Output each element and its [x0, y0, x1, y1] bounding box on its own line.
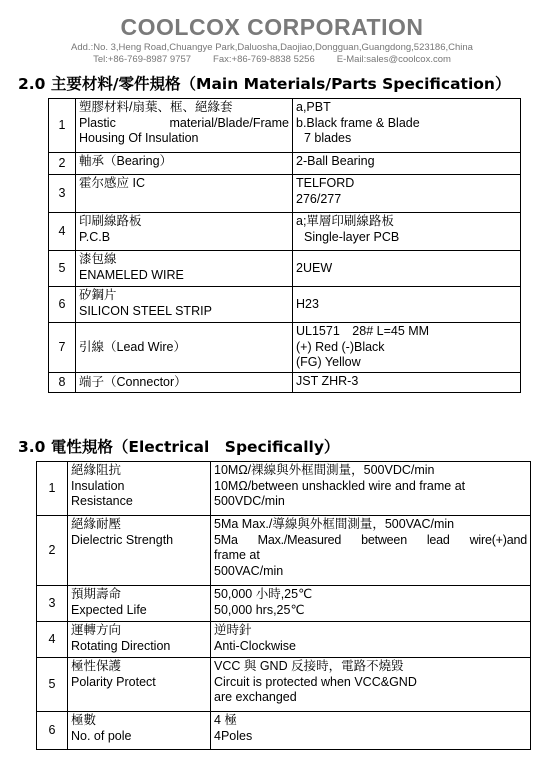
table-row — [37, 712, 531, 750]
table-row — [49, 323, 521, 373]
spec-text: 500VAC/min — [214, 563, 284, 578]
table-row — [49, 99, 521, 153]
table-row — [37, 622, 531, 658]
item-text: Plastic material/Blade/Frame — [79, 115, 289, 130]
table-row — [37, 462, 531, 516]
row-number: 8 — [49, 373, 76, 393]
item-text: 引線（Lead Wire） — [79, 339, 186, 354]
spec-text: 4Poles — [214, 728, 253, 743]
row-number: 7 — [49, 323, 76, 373]
company-address-block — [0, 42, 544, 66]
company-email: E-Mail:sales@coolcox.com — [336, 54, 451, 65]
company-tel: Tel:+86-769-8987 9757 — [93, 54, 192, 65]
spec-text: 2UEW — [296, 260, 333, 275]
item-cell — [76, 213, 293, 251]
electrical-table — [36, 461, 531, 750]
row-number: 3 — [49, 175, 76, 213]
spec-text: Anti-Clockwise — [214, 638, 296, 653]
table-row — [49, 175, 521, 213]
table-row — [37, 516, 531, 586]
spec-cell — [293, 99, 521, 153]
spec-text: 4 極 — [214, 713, 237, 727]
row-number: 1 — [37, 462, 68, 516]
item-text: ENAMELED WIRE — [79, 267, 184, 282]
spec-text: 50,000 小時,25℃ — [214, 587, 313, 601]
spec-text: Circuit is protected when VCC&GND — [214, 674, 417, 689]
spec-cell — [211, 622, 531, 658]
spec-text: 10MΩ/between unshackled wire and frame at — [214, 478, 466, 493]
item-cell — [76, 323, 293, 373]
spec-cell — [211, 658, 531, 712]
item-text: Expected Life — [71, 602, 147, 617]
item-text: 運轉方向 — [71, 623, 122, 637]
company-fax: Fax:+86-769-8838 5256 — [213, 54, 315, 65]
row-number: 6 — [37, 712, 68, 750]
item-text: Polarity Protect — [71, 674, 156, 689]
item-text: 霍尔感应 IC — [79, 176, 145, 190]
row-number: 2 — [49, 153, 76, 175]
item-text: 印刷線路板 — [79, 214, 142, 228]
item-text: 軸承（Bearing） — [79, 154, 173, 168]
row-number: 4 — [49, 213, 76, 251]
spec-text: (FG) Yellow — [296, 355, 361, 369]
spec-text: 逆時針 — [214, 623, 252, 637]
item-cell — [68, 622, 211, 658]
item-text: Insulation — [71, 478, 125, 493]
spec-text: a;單層印刷線路板 — [296, 214, 394, 228]
company-address: Add.:No. 3,Heng Road,Chuangye Park,Daluosha,Daojiao,Dongguan,Guangdong,523186,China — [71, 42, 473, 53]
item-text: 預期壽命 — [71, 587, 122, 601]
table-row — [49, 251, 521, 287]
row-number: 4 — [37, 622, 68, 658]
item-text: 塑膠材料/扇葉、框、絕緣套 — [79, 100, 233, 114]
electrical-section-title: 3.0 電性規格（Electrical Specifically） — [18, 438, 340, 456]
spec-text: VCC 與 GND 反接時，電路不燒毀 — [214, 659, 404, 673]
item-text: 漆包線 — [79, 252, 117, 266]
item-cell — [68, 586, 211, 622]
spec-text: are exchanged — [214, 690, 297, 704]
item-cell — [68, 516, 211, 586]
spec-text: UL1571 28# L=45 MM — [296, 324, 430, 338]
item-cell — [68, 712, 211, 750]
spec-text: TELFORD — [296, 176, 355, 190]
table-row — [37, 586, 531, 622]
spec-cell — [211, 586, 531, 622]
spec-text: b.Black frame & Blade — [296, 115, 420, 130]
table-row — [49, 373, 521, 393]
item-text: Resistance — [71, 494, 133, 508]
item-text: 絕緣耐壓 — [71, 517, 122, 531]
spec-cell — [211, 712, 531, 750]
item-text: Rotating Direction — [71, 638, 171, 653]
item-text: Housing Of Insulation — [79, 131, 199, 145]
item-cell — [76, 373, 293, 393]
row-number: 2 — [37, 516, 68, 586]
spec-text: H23 — [296, 296, 319, 311]
spec-cell — [211, 516, 531, 586]
materials-section-title: 2.0 主要材料/零件規格（Main Materials/Parts Specification） — [18, 75, 511, 93]
spec-text: frame at — [214, 548, 260, 562]
spec-text: 10MΩ/裸線與外框間測量，500VDC/min — [214, 463, 435, 477]
item-cell — [76, 153, 293, 175]
spec-cell — [293, 373, 521, 393]
spec-cell — [293, 213, 521, 251]
spec-text: 5Ma Max./Measured between lead wire(+)and — [214, 532, 527, 547]
materials-table — [48, 98, 521, 393]
spec-text: 5Ma Max./導線與外框間測量，500VAC/min — [214, 517, 455, 531]
item-cell — [76, 251, 293, 287]
item-text: P.C.B — [79, 229, 111, 244]
spec-cell — [293, 175, 521, 213]
item-text: 極數 — [71, 713, 97, 727]
spec-cell — [293, 323, 521, 373]
spec-text: (+) Red (-)Black — [296, 339, 385, 354]
item-cell — [68, 658, 211, 712]
row-number: 1 — [49, 99, 76, 153]
item-cell — [68, 462, 211, 516]
spec-text: 2-Ball Bearing — [296, 154, 375, 168]
company-name: COOLCOX CORPORATION — [120, 14, 424, 40]
spec-text: Single-layer PCB — [304, 229, 400, 244]
spec-text: 500VDC/min — [214, 494, 285, 508]
item-cell — [76, 287, 293, 323]
spec-cell — [211, 462, 531, 516]
item-text: Dielectric Strength — [71, 532, 174, 547]
row-number: 3 — [37, 586, 68, 622]
table-row — [49, 213, 521, 251]
spec-cell — [293, 153, 521, 175]
spec-cell — [293, 287, 521, 323]
table-row — [49, 287, 521, 323]
item-text: 絕緣阻抗 — [71, 463, 122, 477]
item-text: 端子（Connector） — [79, 374, 187, 389]
spec-text: a,PBT — [296, 100, 331, 114]
item-text: 矽鋼片 — [79, 288, 117, 302]
row-number: 5 — [37, 658, 68, 712]
table-row — [49, 153, 521, 175]
spec-text: 50,000 hrs,25℃ — [214, 602, 305, 617]
row-number: 5 — [49, 251, 76, 287]
item-text: 極性保護 — [71, 659, 122, 673]
spec-text: 7 blades — [304, 131, 352, 145]
spec-text: JST ZHR-3 — [296, 374, 359, 388]
item-cell — [76, 175, 293, 213]
spec-text: 276/277 — [296, 191, 342, 206]
row-number: 6 — [49, 287, 76, 323]
item-text: No. of pole — [71, 728, 132, 743]
table-row — [37, 658, 531, 712]
item-text: SILICON STEEL STRIP — [79, 303, 212, 318]
item-cell — [76, 99, 293, 153]
spec-cell — [293, 251, 521, 287]
